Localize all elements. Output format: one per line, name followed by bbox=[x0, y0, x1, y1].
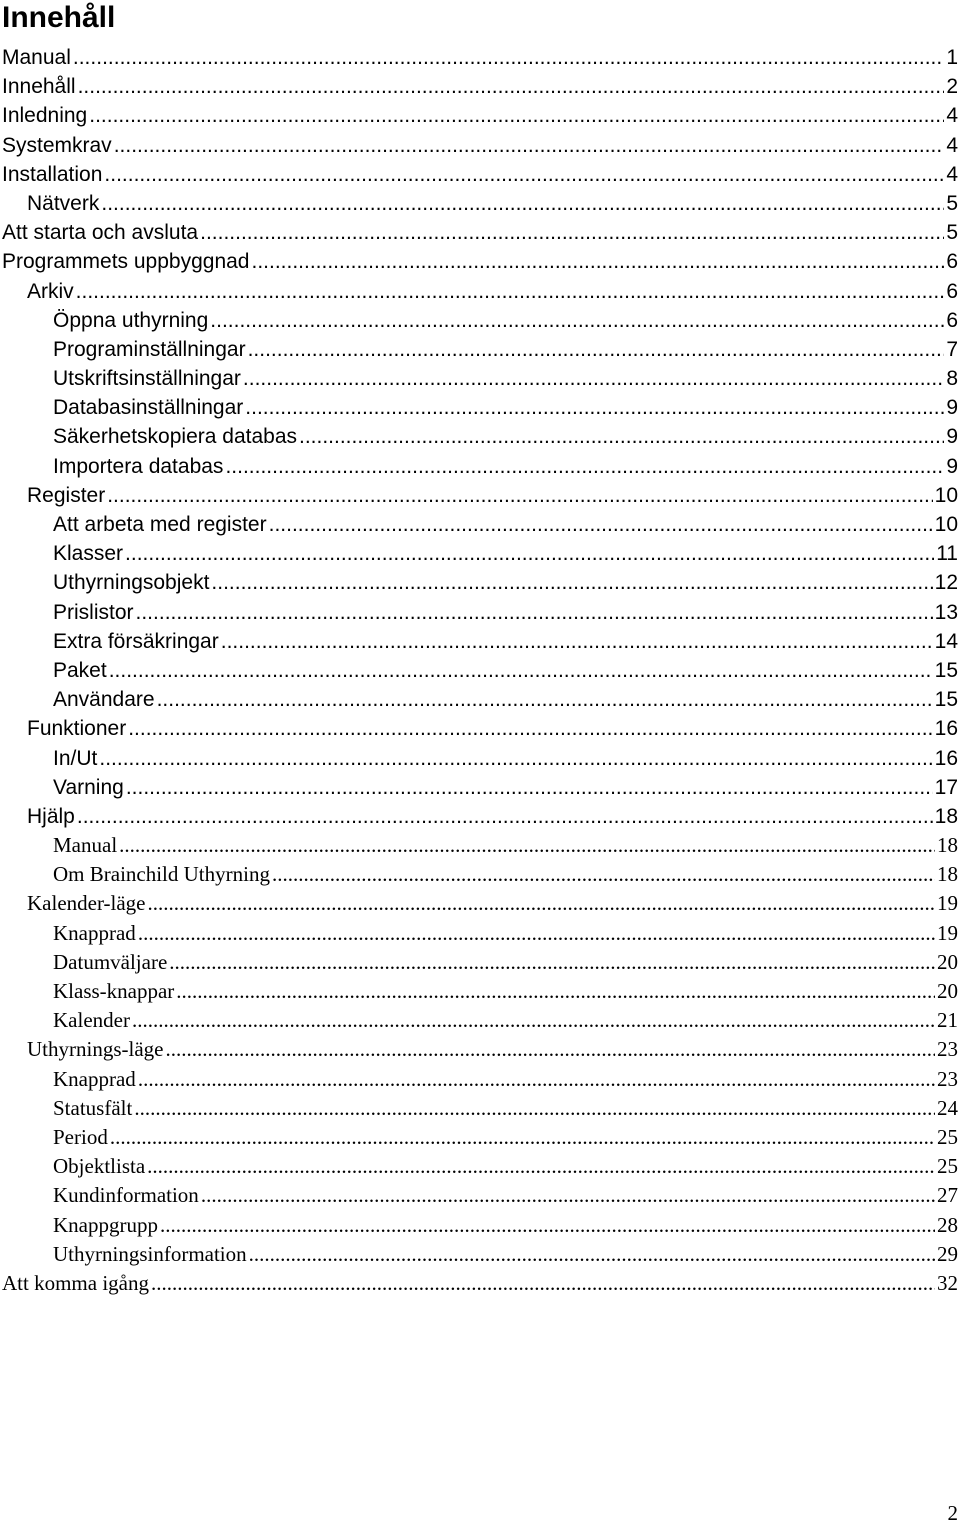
toc-entry-page: 21 bbox=[937, 1008, 958, 1033]
toc-entry[interactable] bbox=[0, 1240, 960, 1269]
toc-entry-page: 14 bbox=[934, 629, 958, 653]
toc-dot-leader bbox=[249, 1240, 935, 1269]
toc-entry-title: Programinställningar bbox=[53, 337, 246, 361]
toc-dot-leader bbox=[134, 1094, 935, 1123]
toc-entry-title: Uthyrnings-läge bbox=[27, 1037, 164, 1062]
toc-entry-title: Datumväljare bbox=[53, 949, 168, 974]
toc-entry-title: Statusfält bbox=[53, 1095, 133, 1120]
toc-entry-page: 18 bbox=[937, 833, 958, 858]
toc-dot-leader bbox=[114, 131, 945, 160]
toc-dot-leader bbox=[200, 218, 944, 247]
toc-dot-leader bbox=[272, 860, 935, 889]
toc-entry-page: 15 bbox=[934, 658, 958, 682]
toc-entry[interactable] bbox=[0, 364, 960, 393]
toc-entry-page: 18 bbox=[937, 862, 958, 887]
toc-entry-title: Att arbeta med register bbox=[53, 513, 267, 536]
toc-entry[interactable] bbox=[0, 452, 960, 481]
toc-dot-leader bbox=[101, 189, 944, 218]
toc-dot-leader bbox=[138, 1065, 935, 1094]
toc-entry-title: Manual bbox=[53, 833, 118, 858]
toc-entry[interactable] bbox=[0, 773, 960, 802]
toc-entry-title: Klasser bbox=[53, 542, 124, 566]
toc-entry-title: Uthyrningsinformation bbox=[53, 1241, 247, 1266]
toc-dot-leader bbox=[109, 656, 933, 685]
toc-entry[interactable] bbox=[0, 247, 960, 276]
toc-entry-title: Hjälp bbox=[27, 804, 75, 828]
page-number: 2 bbox=[947, 1501, 958, 1525]
toc-entry-page: 6 bbox=[946, 250, 958, 274]
toc-entry[interactable] bbox=[0, 43, 960, 72]
toc-dot-leader bbox=[110, 1123, 935, 1152]
toc-dot-leader bbox=[148, 889, 935, 918]
toc-entry-page: 27 bbox=[937, 1183, 958, 1208]
toc-entry-page: 25 bbox=[937, 1154, 958, 1179]
page-title: Innehåll bbox=[2, 1, 116, 34]
toc-dot-leader bbox=[221, 627, 933, 656]
toc-entry-page: 13 bbox=[934, 600, 958, 624]
toc-entry-page: 7 bbox=[946, 337, 958, 361]
toc-entry-page: 15 bbox=[934, 688, 958, 712]
toc-entry-page: 20 bbox=[937, 949, 958, 974]
toc-dot-leader bbox=[132, 1006, 935, 1035]
toc-entry-title: Om Brainchild Uthyrning bbox=[53, 862, 270, 887]
toc-entry-page: 23 bbox=[937, 1037, 958, 1062]
toc-entry-page: 6 bbox=[946, 279, 958, 303]
toc-entry-page: 19 bbox=[937, 920, 958, 945]
toc-entry-title: Utskriftsinställningar bbox=[53, 367, 241, 391]
toc-dot-leader bbox=[147, 1152, 935, 1181]
toc-entry[interactable] bbox=[0, 277, 960, 306]
toc-entry-title: Kundinformation bbox=[53, 1183, 199, 1208]
toc-dot-leader bbox=[248, 335, 945, 364]
toc-entry[interactable] bbox=[0, 160, 960, 189]
table-of-contents bbox=[0, 43, 960, 1298]
toc-entry[interactable] bbox=[0, 948, 960, 977]
toc-entry-page: 4 bbox=[946, 104, 958, 128]
toc-entry[interactable] bbox=[0, 598, 960, 627]
toc-entry-page: 4 bbox=[946, 162, 958, 186]
toc-entry-title: Användare bbox=[53, 688, 155, 712]
toc-dot-leader bbox=[165, 1035, 935, 1064]
toc-entry[interactable] bbox=[0, 72, 960, 101]
toc-dot-leader bbox=[128, 714, 932, 743]
toc-dot-leader bbox=[138, 919, 935, 948]
toc-dot-leader bbox=[136, 598, 933, 627]
toc-entry[interactable] bbox=[0, 131, 960, 160]
toc-entry[interactable] bbox=[0, 860, 960, 889]
toc-entry[interactable] bbox=[0, 889, 960, 918]
toc-entry-page: 4 bbox=[946, 133, 958, 157]
toc-entry[interactable] bbox=[0, 101, 960, 130]
toc-entry-title: Funktioner bbox=[27, 717, 127, 741]
toc-entry[interactable] bbox=[0, 1094, 960, 1123]
toc-dot-leader bbox=[89, 101, 944, 130]
toc-entry-page: 24 bbox=[937, 1095, 958, 1120]
toc-entry-title: Installation bbox=[2, 162, 103, 186]
toc-entry-page: 20 bbox=[937, 979, 958, 1003]
toc-entry[interactable] bbox=[0, 1123, 960, 1152]
toc-dot-leader bbox=[169, 948, 935, 977]
toc-dot-leader bbox=[73, 43, 944, 72]
toc-entry-title: Inledning bbox=[2, 104, 88, 128]
toc-entry[interactable] bbox=[0, 510, 960, 539]
toc-entry-title: Systemkrav bbox=[2, 133, 112, 157]
toc-entry[interactable] bbox=[0, 1211, 960, 1240]
toc-entry-page: 18 bbox=[934, 804, 958, 828]
toc-entry-title: Uthyrningsobjekt bbox=[53, 571, 210, 595]
toc-entry-title: Kalender bbox=[53, 1008, 130, 1033]
toc-entry-title: Arkiv bbox=[27, 279, 74, 303]
toc-entry-page: 17 bbox=[934, 775, 958, 799]
toc-entry-title: Databasinställningar bbox=[53, 396, 244, 420]
toc-entry[interactable] bbox=[0, 685, 960, 714]
toc-dot-leader bbox=[119, 831, 935, 860]
toc-entry-title: Register bbox=[27, 483, 106, 507]
toc-entry-title: Knappgrupp bbox=[53, 1212, 158, 1237]
toc-entry-page: 2 bbox=[946, 75, 958, 99]
toc-dot-leader bbox=[77, 802, 933, 831]
toc-dot-leader bbox=[201, 1181, 935, 1210]
toc-entry-title: Prislistor bbox=[53, 600, 134, 624]
toc-entry[interactable] bbox=[0, 539, 960, 568]
toc-entry-page: 16 bbox=[934, 717, 958, 741]
toc-entry[interactable] bbox=[0, 335, 960, 364]
toc-dot-leader bbox=[157, 685, 933, 714]
toc-entry-page: 32 bbox=[937, 1270, 958, 1295]
toc-entry[interactable] bbox=[0, 481, 960, 510]
toc-entry-page: 10 bbox=[934, 513, 958, 536]
toc-entry-page: 5 bbox=[946, 221, 958, 245]
toc-entry-title: Knapprad bbox=[53, 1066, 136, 1091]
toc-entry-page: 23 bbox=[937, 1066, 958, 1091]
toc-dot-leader bbox=[104, 160, 944, 189]
toc-dot-leader bbox=[78, 72, 945, 101]
toc-entry[interactable] bbox=[0, 1065, 960, 1094]
toc-dot-leader bbox=[126, 773, 933, 802]
toc-dot-leader bbox=[125, 539, 934, 568]
toc-dot-leader bbox=[269, 510, 933, 539]
toc-entry-title: Objektlista bbox=[53, 1154, 146, 1179]
toc-entry-title: Knapprad bbox=[53, 920, 136, 945]
toc-entry-title: Manual bbox=[2, 46, 71, 69]
toc-entry-title: Öppna uthyrning bbox=[53, 308, 209, 332]
toc-entry-page: 10 bbox=[934, 483, 958, 507]
toc-entry-title: Programmets uppbyggnad bbox=[2, 250, 250, 274]
toc-entry-page: 25 bbox=[937, 1124, 958, 1149]
toc-entry-title: Kalender-läge bbox=[27, 891, 146, 916]
toc-entry[interactable] bbox=[0, 1006, 960, 1035]
toc-entry-page: 19 bbox=[937, 891, 958, 916]
toc-entry[interactable] bbox=[0, 1269, 960, 1298]
toc-entry[interactable] bbox=[0, 831, 960, 860]
toc-entry[interactable] bbox=[0, 393, 960, 422]
toc-entry[interactable] bbox=[0, 189, 960, 218]
toc-entry-page: 6 bbox=[946, 308, 958, 332]
toc-dot-leader bbox=[245, 393, 944, 422]
toc-entry-title: Att starta och avsluta bbox=[2, 221, 199, 245]
toc-entry[interactable] bbox=[0, 1181, 960, 1210]
toc-entry[interactable] bbox=[0, 656, 960, 685]
toc-dot-leader bbox=[210, 306, 944, 335]
toc-entry[interactable] bbox=[0, 306, 960, 335]
toc-dot-leader bbox=[211, 568, 932, 597]
toc-entry-title: In/Ut bbox=[53, 746, 98, 770]
toc-entry-title: Innehåll bbox=[2, 75, 76, 99]
toc-dot-leader bbox=[176, 977, 935, 1006]
toc-dot-leader bbox=[160, 1211, 935, 1240]
toc-dot-leader bbox=[151, 1269, 935, 1298]
toc-entry-page: 1 bbox=[946, 46, 958, 69]
toc-dot-leader bbox=[99, 744, 932, 773]
toc-entry-page: 11 bbox=[936, 542, 958, 566]
toc-entry-title: Klass-knappar bbox=[53, 979, 175, 1003]
toc-entry-page: 9 bbox=[946, 396, 958, 420]
toc-entry[interactable] bbox=[0, 744, 960, 773]
toc-entry-page: 9 bbox=[946, 425, 958, 449]
toc-entry[interactable] bbox=[0, 977, 960, 1006]
toc-dot-leader bbox=[76, 277, 945, 306]
toc-entry-title: Varning bbox=[53, 775, 124, 799]
toc-entry[interactable] bbox=[0, 218, 960, 247]
toc-dot-leader bbox=[107, 481, 932, 510]
toc-entry[interactable] bbox=[0, 1035, 960, 1064]
toc-entry-page: 29 bbox=[937, 1241, 958, 1266]
toc-entry-title: Paket bbox=[53, 658, 107, 682]
toc-entry[interactable] bbox=[0, 1152, 960, 1181]
toc-dot-leader bbox=[243, 364, 944, 393]
toc-entry-page: 5 bbox=[946, 191, 958, 215]
toc-entry[interactable] bbox=[0, 919, 960, 948]
toc-entry-title: Importera databas bbox=[53, 454, 224, 478]
toc-entry[interactable] bbox=[0, 568, 960, 597]
toc-entry-page: 28 bbox=[937, 1212, 958, 1237]
toc-dot-leader bbox=[225, 452, 944, 481]
toc-entry-page: 8 bbox=[946, 367, 958, 391]
toc-entry-title: Extra försäkringar bbox=[53, 629, 219, 653]
toc-dot-leader bbox=[299, 422, 944, 451]
toc-entry[interactable] bbox=[0, 802, 960, 831]
toc-entry[interactable] bbox=[0, 422, 960, 451]
toc-entry-title: Nätverk bbox=[27, 191, 100, 215]
toc-entry-title: Att komma igång bbox=[2, 1270, 149, 1295]
toc-entry-title: Säkerhetskopiera databas bbox=[53, 425, 297, 449]
toc-entry-page: 9 bbox=[946, 454, 958, 478]
toc-entry-title: Period bbox=[53, 1124, 108, 1149]
toc-entry[interactable] bbox=[0, 627, 960, 656]
toc-entry-page: 16 bbox=[934, 746, 958, 770]
toc-entry[interactable] bbox=[0, 714, 960, 743]
toc-dot-leader bbox=[251, 247, 944, 276]
toc-entry-page: 12 bbox=[934, 571, 958, 595]
